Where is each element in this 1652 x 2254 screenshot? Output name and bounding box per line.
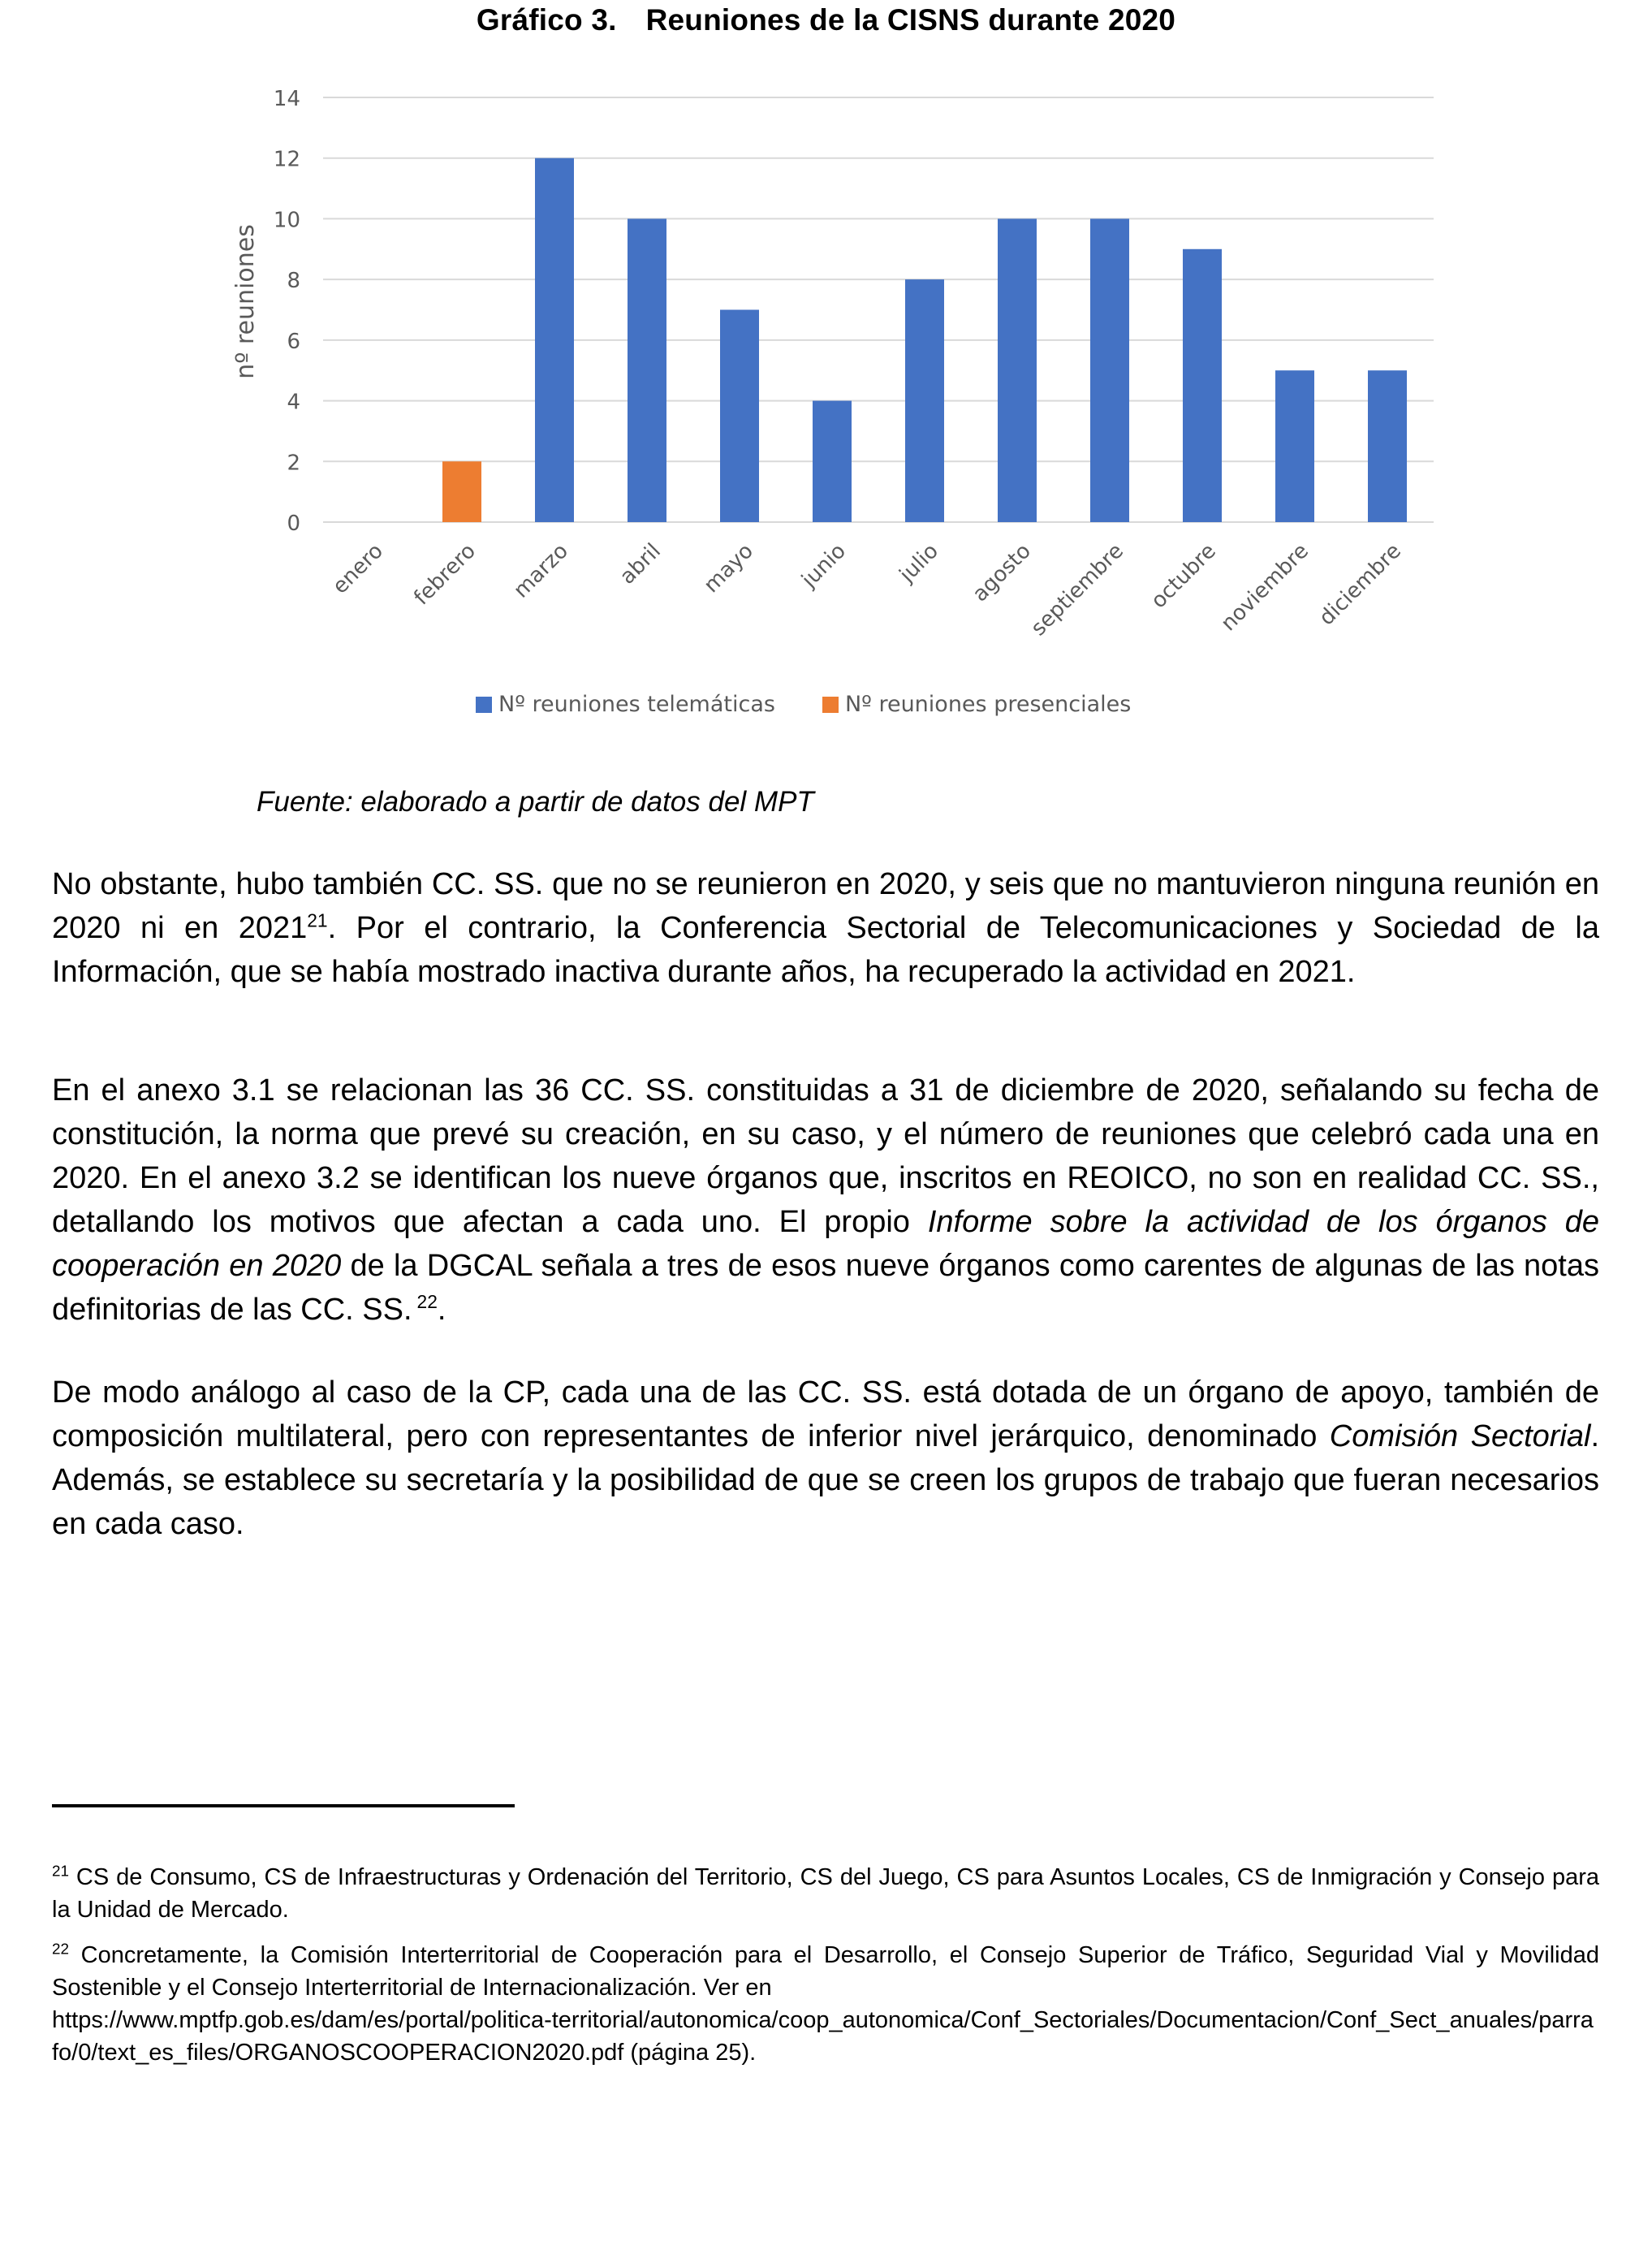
bar <box>813 401 852 522</box>
chart-number: Gráfico 3. <box>476 3 617 37</box>
bar <box>720 310 759 523</box>
p2-text-c: . <box>437 1293 446 1327</box>
x-tick-label: octubre <box>1146 538 1221 614</box>
p2-text-b: de la DGCAL señala a tres de esos nueve órganos como carentes de algunas de las notas definitorias de las CC. SS. <box>52 1249 1600 1327</box>
footnote-separator <box>52 1804 515 1807</box>
paragraph-1 <box>52 862 1599 994</box>
x-tick-label: marzo <box>509 538 573 603</box>
legend-swatch-presenciales <box>822 697 839 713</box>
paragraph-3 <box>52 1371 1599 1546</box>
footnote-22-link[interactable]: https://www.mptfp.gob.es/dam/es/portal/politica-territorial/autonomica/coop_autonomica/Conf_Sectoriales/Documentacion/Conf_Sect_anuales/parrafo/0/text_es_files/ORGANOSCOOPERACION2020.pdf <box>52 2007 1594 2066</box>
footnote-ref-21[interactable]: 21 <box>307 909 328 931</box>
x-tick-label: abril <box>615 538 666 589</box>
x-tick-label: noviembre <box>1216 538 1313 637</box>
y-tick-label: 8 <box>287 269 300 294</box>
p2-text-a: En el anexo 3.1 se relacionan las 36 CC. SS. constituidas a 31 de diciembre de 2020, señalando su fecha de constitución, la norma que prevé su creación, en su caso, y el número de reuniones que celebró cada una en 2020. En el anexo 3.2 se identifican los nueve órganos que, inscritos en REOICO, no son en realidad CC. SS., detallando los motivos que afectan a cada uno. El propio <box>52 1073 1599 1239</box>
x-tick-label: enero <box>328 538 388 599</box>
bar <box>1090 218 1129 522</box>
p3-text-a: De modo análogo al caso de la CP, cada una de las CC. SS. está dotada de un órgano de apoyo, también de composición multilateral, pero con representantes de inferior nivel jerárquico, denominado <box>52 1375 1599 1453</box>
bar-chart <box>0 49 1652 690</box>
y-tick-label: 12 <box>273 147 300 172</box>
y-tick-label: 2 <box>287 451 300 476</box>
y-tick-label: 14 <box>273 87 300 111</box>
footnote-22-page: (página 25). <box>623 2040 757 2066</box>
bar <box>1368 370 1407 522</box>
footnote-22 <box>52 1939 1599 2069</box>
x-tick-label: agosto <box>968 538 1036 607</box>
bar <box>442 461 481 522</box>
footnote-21-marker: 21 <box>52 1862 69 1880</box>
p1-text-a: No obstante, hubo también CC. SS. que no se reunieron en 2020, y seis que no mantuvieron ninguna reunión en 2020 ni en 2021 <box>52 867 1599 945</box>
footnote-21-text: CS de Consumo, CS de Infraestructuras y Ordenación del Territorio, CS del Juego, CS para Asuntos Locales, CS de Inmigración y Consejo para la Unidad de Mercado. <box>52 1864 1599 1923</box>
legend-swatch-telematicas <box>476 697 492 713</box>
x-tick-label: febrero <box>409 538 481 611</box>
chart-legend <box>476 692 1131 717</box>
x-tick-label: septiembre <box>1026 538 1128 641</box>
bar <box>1275 370 1314 522</box>
chart-title <box>0 3 1652 37</box>
x-tick-label: julio <box>895 538 943 588</box>
p1-text-b: . Por el contrario, la Conferencia Sectorial de Telecomunicaciones y Sociedad de la Información, que se había mostrado inactiva durante años, ha recuperado la actividad en 2021. <box>52 911 1599 989</box>
y-tick-label: 6 <box>287 329 300 354</box>
legend-item-telematicas <box>476 692 775 717</box>
x-tick-label: diciembre <box>1314 538 1406 631</box>
p3-text-b: . Además, se establece su secretaría y la posibilidad de que se creen los grupos de trabajo que fueran necesarios en cada caso. <box>52 1419 1600 1541</box>
y-tick-label: 4 <box>287 390 300 415</box>
chart-title-text: Reuniones de la CISNS durante 2020 <box>645 3 1176 37</box>
footnote-22-marker: 22 <box>52 1940 69 1958</box>
legend-item-presenciales <box>822 692 1131 717</box>
footnote-22-text: Concretamente, la Comisión Interterritorial de Cooperación para el Desarrollo, el Consejo Superior de Tráfico, Seguridad Vial y Movilidad Sostenible y el Consejo Interterritorial de Internacionalización. Ver en <box>52 1942 1599 2001</box>
p2-report-title: Informe sobre la actividad de los órganos de cooperación en 2020 <box>52 1205 1600 1283</box>
p3-commission-name: Comisión Sectorial <box>1329 1419 1591 1453</box>
bar <box>998 218 1037 522</box>
bar <box>535 158 574 522</box>
bar <box>905 279 944 522</box>
footnote-ref-22[interactable]: 22 <box>416 1291 438 1313</box>
bar <box>1183 249 1222 522</box>
legend-label-telematicas: Nº reuniones telemáticas <box>498 692 775 717</box>
x-tick-label: junio <box>796 538 851 593</box>
paragraph-2 <box>52 1069 1599 1332</box>
y-tick-label: 0 <box>287 512 300 536</box>
chart-source: Fuente: elaborado a partir de datos del MPT <box>257 786 814 818</box>
legend-label-presenciales: Nº reuniones presenciales <box>844 692 1132 717</box>
y-tick-label: 10 <box>273 208 300 233</box>
footnote-21 <box>52 1861 1599 1926</box>
bar <box>628 218 666 522</box>
y-axis-label: nº reuniones <box>231 224 260 379</box>
x-tick-label: mayo <box>699 538 758 598</box>
